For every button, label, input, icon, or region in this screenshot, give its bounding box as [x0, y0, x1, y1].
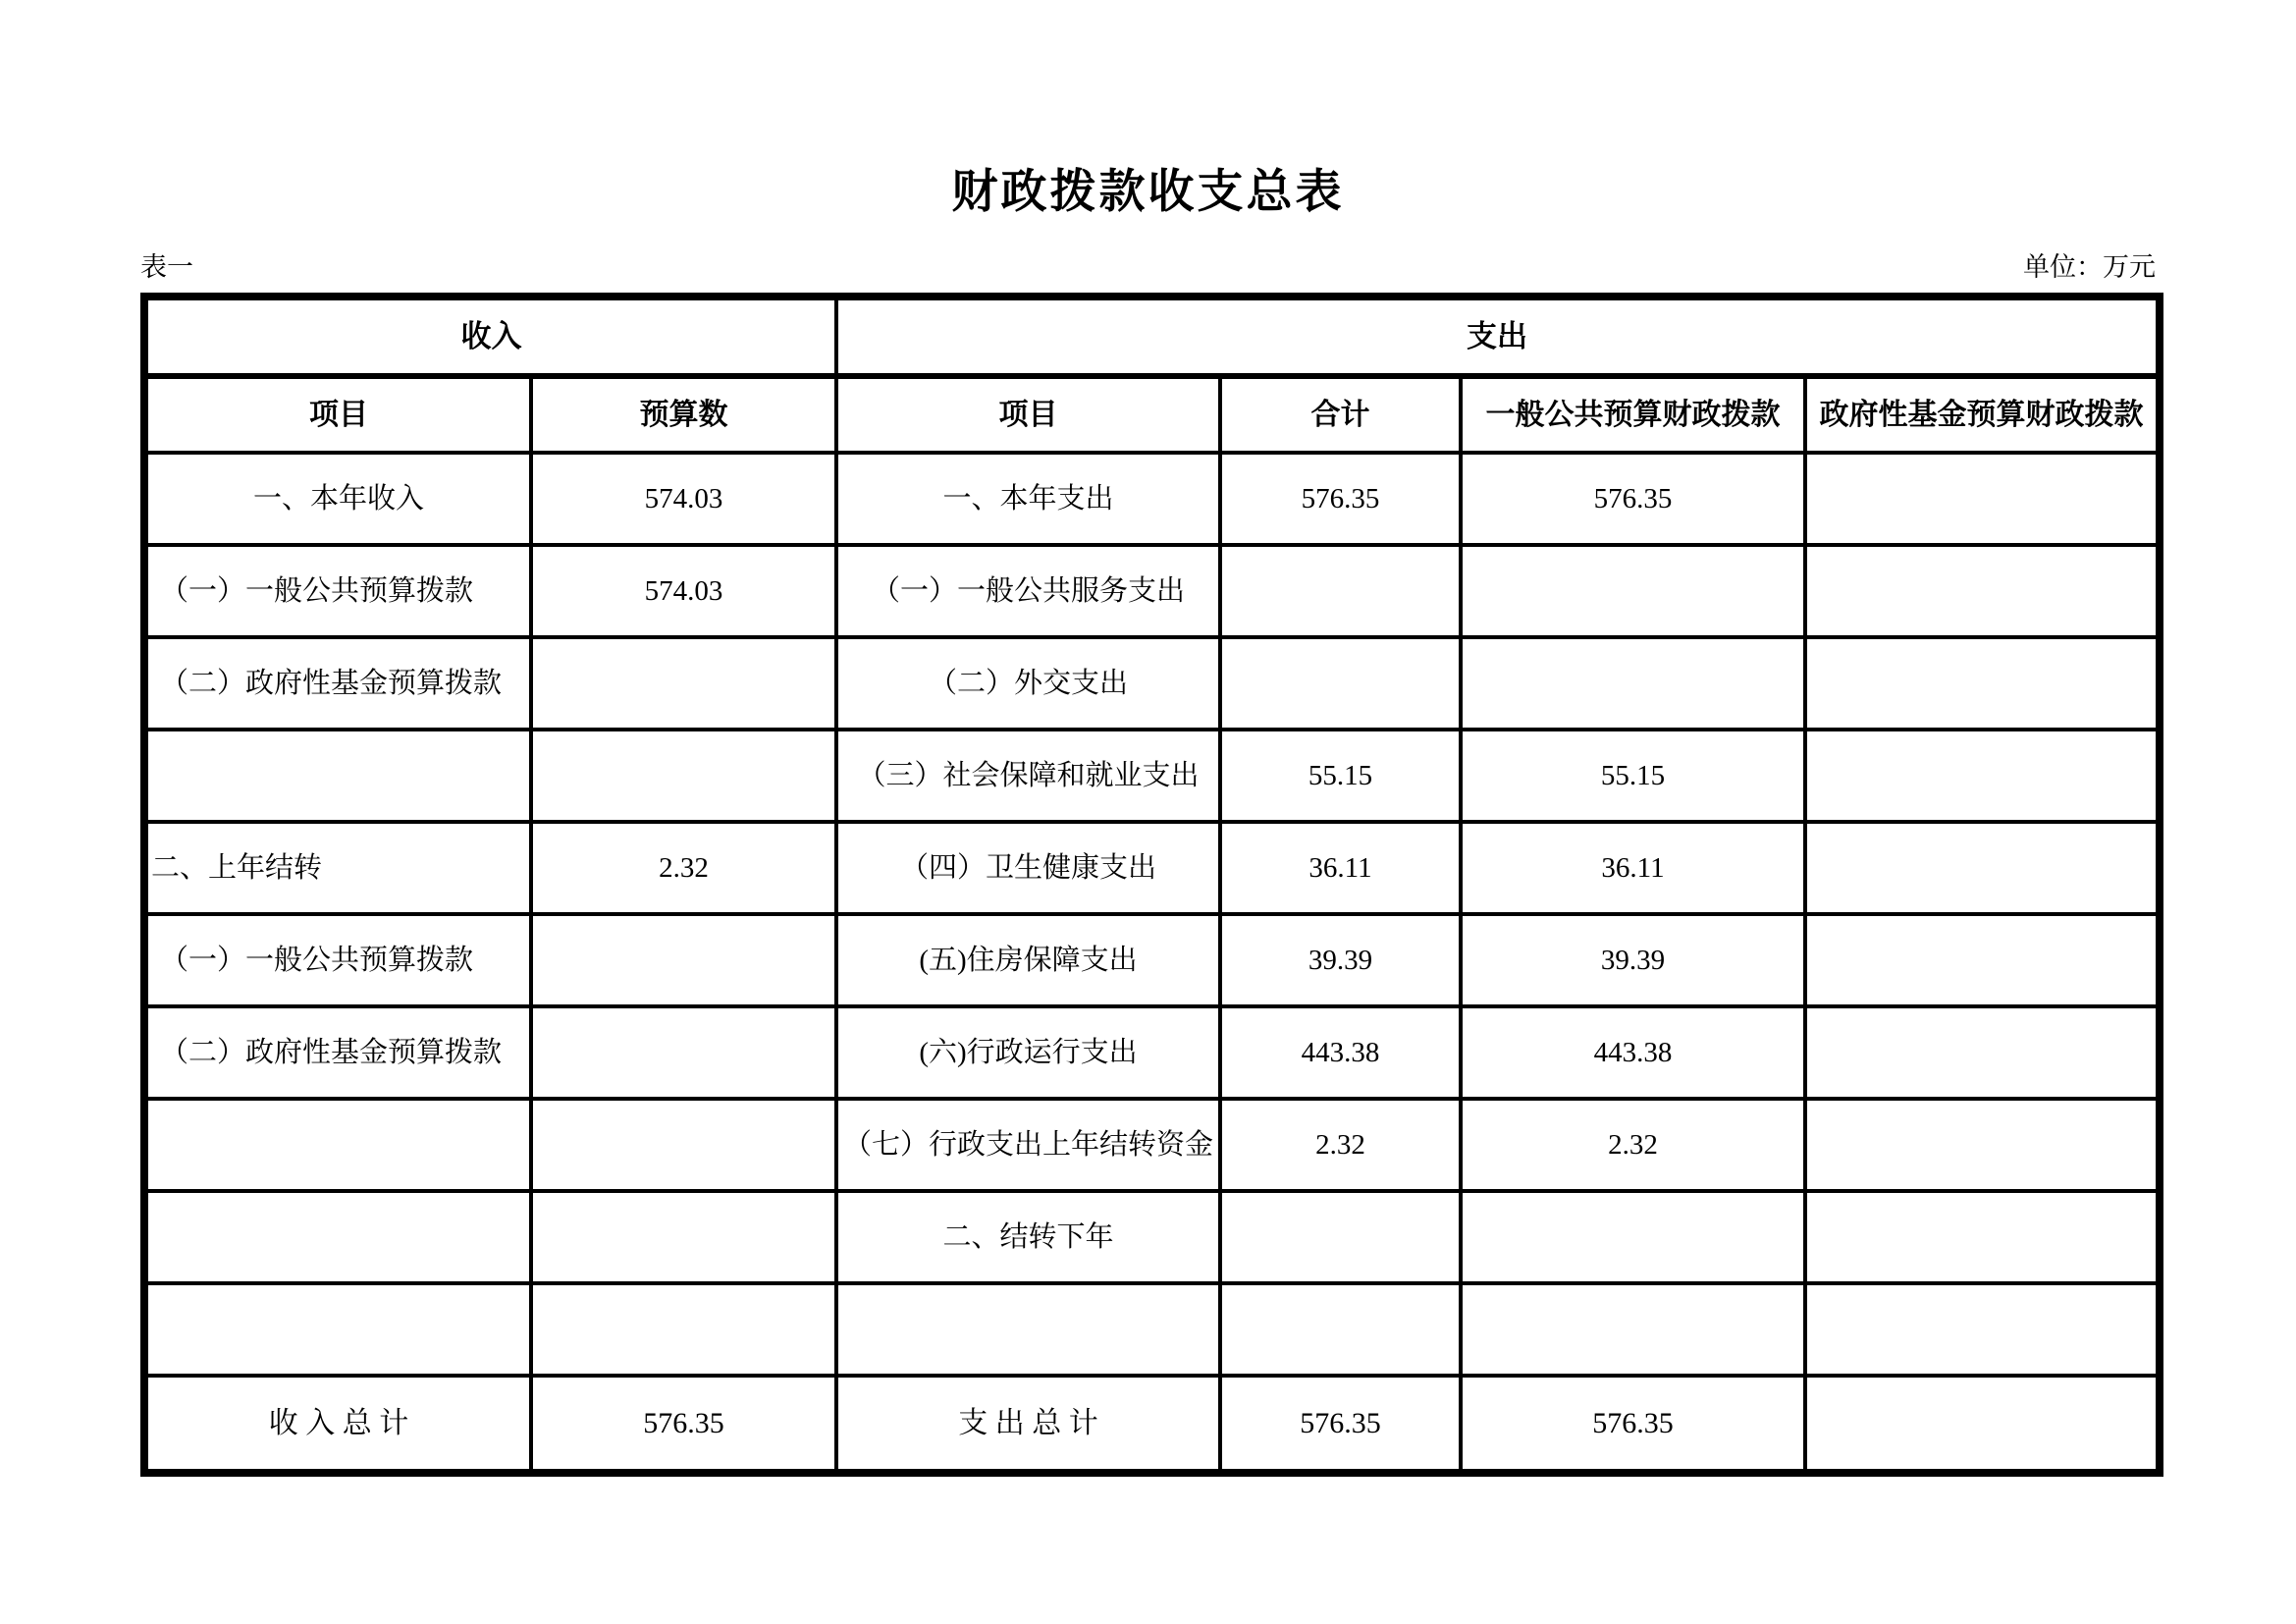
table-cell: 2.32: [531, 822, 836, 914]
table-cell: [1461, 637, 1805, 730]
table-row: [144, 1099, 2160, 1191]
table-cell: [1220, 1283, 1461, 1376]
table-cell: 收 入 总 计: [144, 1376, 531, 1473]
table-cell: 576.35: [1461, 1376, 1805, 1473]
table-cell: [1220, 637, 1461, 730]
budget-table: [140, 293, 2163, 1477]
column-header-government-fund-budget: 政府性基金预算财政拨款: [1805, 376, 2160, 453]
table-cell: （四）卫生健康支出: [836, 822, 1220, 914]
table-cell: 574.03: [531, 545, 836, 637]
table-cell: [144, 1191, 531, 1283]
table-cell: [1805, 1006, 2160, 1099]
table-cell: [1220, 1191, 1461, 1283]
table-cell: [1220, 545, 1461, 637]
group-header-income: 收入: [144, 297, 836, 376]
table-cell: 574.03: [531, 453, 836, 545]
table-row-total: [144, 1376, 2160, 1473]
column-header-budget-amount: 预算数: [531, 376, 836, 453]
table-cell: [1805, 1376, 2160, 1473]
column-header-income-item: 项目: [144, 376, 531, 453]
table-cell: [531, 1191, 836, 1283]
table-cell: [1805, 730, 2160, 822]
table-cell: （七）行政支出上年结转资金: [836, 1099, 1220, 1191]
column-header-expense-item: 项目: [836, 376, 1220, 453]
table-cell: （一）一般公共服务支出: [836, 545, 1220, 637]
page-title: 财政拨款收支总表: [951, 165, 1345, 217]
table-cell: [531, 1006, 836, 1099]
table-cell: [1805, 1283, 2160, 1376]
table-cell: 576.35: [1461, 453, 1805, 545]
table-row: [144, 637, 2160, 730]
table-cell: 576.35: [1220, 453, 1461, 545]
table-cell: [1805, 1099, 2160, 1191]
table-row: [144, 545, 2160, 637]
table-cell: （二）政府性基金预算拨款: [144, 1006, 531, 1099]
table-row: [144, 822, 2160, 914]
table-cell: [836, 1283, 1220, 1376]
table-cell: （一）一般公共预算拨款: [144, 914, 531, 1006]
table-cell: 2.32: [1461, 1099, 1805, 1191]
table-cell: [144, 730, 531, 822]
table-cell: [1805, 545, 2160, 637]
table-row: [144, 453, 2160, 545]
table-cell: 2.32: [1220, 1099, 1461, 1191]
table-cell: 二、上年结转: [144, 822, 531, 914]
table-cell: [144, 1283, 531, 1376]
group-header-expense: 支出: [836, 297, 2160, 376]
table-body: [144, 453, 2160, 1473]
table-cell: 36.11: [1220, 822, 1461, 914]
column-header-general-public-budget: 一般公共预算财政拨款: [1461, 376, 1805, 453]
table-cell: 39.39: [1220, 914, 1461, 1006]
table-cell: 576.35: [531, 1376, 836, 1473]
unit-label: 单位：万元: [2023, 252, 2156, 282]
table-cell: [531, 1099, 836, 1191]
table-cell: 576.35: [1220, 1376, 1461, 1473]
table-cell: （二）政府性基金预算拨款: [144, 637, 531, 730]
table-cell: 一、本年收入: [144, 453, 531, 545]
table-cell: 443.38: [1461, 1006, 1805, 1099]
column-header-total: 合计: [1220, 376, 1461, 453]
table-cell: [144, 1099, 531, 1191]
table-cell: [1805, 637, 2160, 730]
table-cell: [1805, 453, 2160, 545]
table-cell: 443.38: [1220, 1006, 1461, 1099]
column-header-row: [144, 376, 2160, 453]
table-cell: 36.11: [1461, 822, 1805, 914]
table-cell: [531, 914, 836, 1006]
table-row: [144, 914, 2160, 1006]
table-row: [144, 1006, 2160, 1099]
table-cell: 39.39: [1461, 914, 1805, 1006]
table-cell: [531, 1283, 836, 1376]
table-cell: [1805, 822, 2160, 914]
table-cell: 支 出 总 计: [836, 1376, 1220, 1473]
table-cell: [1805, 914, 2160, 1006]
table-cell: [1461, 545, 1805, 637]
table-cell: [531, 730, 836, 822]
table-row: [144, 1283, 2160, 1376]
table-cell: (六)行政运行支出: [836, 1006, 1220, 1099]
table-number-label: 表一: [140, 252, 193, 282]
table-cell: [1461, 1283, 1805, 1376]
group-header-row: [144, 297, 2160, 376]
table-cell: （三）社会保障和就业支出: [836, 730, 1220, 822]
table-row: [144, 730, 2160, 822]
meta-row: [140, 251, 2156, 283]
table-cell: [531, 637, 836, 730]
table-cell: （一）一般公共预算拨款: [144, 545, 531, 637]
table-cell: 55.15: [1220, 730, 1461, 822]
table-row: [144, 1191, 2160, 1283]
table-cell: 55.15: [1461, 730, 1805, 822]
table-cell: （二）外交支出: [836, 637, 1220, 730]
table-cell: 一、本年支出: [836, 453, 1220, 545]
table-cell: [1805, 1191, 2160, 1283]
table-cell: 二、结转下年: [836, 1191, 1220, 1283]
table-cell: [1461, 1191, 1805, 1283]
table-container: [140, 293, 2163, 1477]
table-cell: (五)住房保障支出: [836, 914, 1220, 1006]
